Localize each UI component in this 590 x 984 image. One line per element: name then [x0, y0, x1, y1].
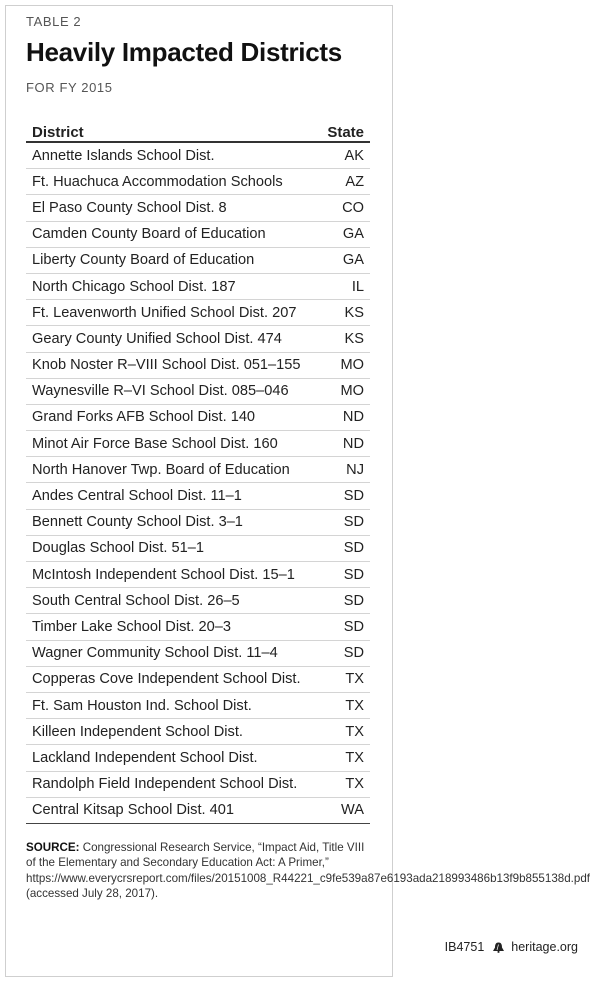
- districts-table: [26, 118, 370, 824]
- state-cell: AZ: [345, 173, 364, 190]
- district-cell: Central Kitsap School Dist. 401: [32, 802, 234, 819]
- table-header: [26, 118, 370, 143]
- state-cell: ND: [342, 435, 364, 452]
- table-row: [26, 405, 370, 431]
- district-cell: North Chicago School Dist. 187: [32, 278, 236, 295]
- table-row: [26, 745, 370, 771]
- district-cell: Andes Central School Dist. 11–1: [32, 488, 242, 505]
- table-row: [26, 667, 370, 693]
- district-cell: North Hanover Twp. Board of Education: [32, 461, 290, 478]
- state-cell: IL: [351, 278, 364, 295]
- district-cell: Minot Air Force Base School Dist. 160: [32, 435, 278, 452]
- district-cell: Annette Islands School Dist.: [32, 147, 215, 164]
- state-cell: TX: [345, 776, 364, 793]
- district-cell: South Central School Dist. 26–5: [32, 592, 240, 609]
- state-cell: SD: [343, 645, 364, 662]
- state-cell: TX: [345, 697, 364, 714]
- table-row: [26, 510, 370, 536]
- table-row: [26, 274, 370, 300]
- district-cell: Ft. Huachuca Accommodation Schools: [32, 173, 283, 190]
- table-row: [26, 614, 370, 640]
- district-cell: Killeen Independent School Dist.: [32, 723, 243, 740]
- state-cell: ND: [342, 409, 364, 426]
- table-row: [26, 169, 370, 195]
- state-cell: SD: [343, 566, 364, 583]
- source-note: [26, 840, 590, 902]
- state-cell: MO: [340, 383, 364, 400]
- district-cell: Geary County Unified School Dist. 474: [32, 330, 282, 347]
- table-row: [26, 562, 370, 588]
- table-content: [26, 14, 590, 902]
- district-column-header: District: [32, 124, 84, 141]
- state-cell: MO: [340, 357, 364, 374]
- district-cell: Ft. Sam Houston Ind. School Dist.: [32, 697, 252, 714]
- state-cell: KS: [344, 330, 364, 347]
- state-cell: TX: [345, 671, 364, 688]
- district-cell: Timber Lake School Dist. 20–3: [32, 618, 232, 635]
- district-cell: Lackland Independent School Dist.: [32, 749, 258, 766]
- liberty-bell-icon: [492, 942, 505, 953]
- table-row: [26, 379, 370, 405]
- table-row: [26, 457, 370, 483]
- table-title: Heavily Impacted Districts: [26, 37, 342, 67]
- table-subtitle: FOR FY 2015: [26, 80, 113, 95]
- state-column-header: State: [327, 124, 364, 141]
- table-row: [26, 719, 370, 745]
- state-cell: SD: [343, 540, 364, 557]
- table-body: [26, 143, 370, 824]
- source-text: Congressional Research Service, “Impact Aid, Title VIII of the Elementary and Secondary Education Act: A Primer,” https://www.everycrsreport.com/files/20151008_R44221_c9fe539a87e6193ada218993486b13f9b855138d.pdf (accessed July 28, 2017).: [26, 840, 590, 901]
- state-cell: GA: [342, 252, 364, 269]
- footer: [445, 940, 578, 954]
- table-row: [26, 300, 370, 326]
- district-cell: Ft. Leavenworth Unified School Dist. 207: [32, 304, 297, 321]
- district-cell: Knob Noster R–VIII School Dist. 051–155: [32, 357, 301, 374]
- district-cell: Liberty County Board of Education: [32, 252, 255, 269]
- table-row: [26, 693, 370, 719]
- state-cell: NJ: [346, 461, 364, 478]
- table-row: [26, 772, 370, 798]
- report-id: IB4751: [444, 940, 485, 954]
- state-cell: AK: [344, 147, 364, 164]
- table-row: [26, 431, 370, 457]
- table-label: TABLE 2: [26, 14, 82, 29]
- state-cell: SD: [343, 618, 364, 635]
- table-row: [26, 483, 370, 509]
- district-cell: Randolph Field Independent School Dist.: [32, 776, 298, 793]
- state-cell: SD: [343, 592, 364, 609]
- table-row: [26, 588, 370, 614]
- site-name: heritage.org: [511, 940, 578, 954]
- district-cell: Copperas Cove Independent School Dist.: [32, 671, 301, 688]
- district-cell: McIntosh Independent School Dist. 15–1: [32, 566, 295, 583]
- table-row: [26, 353, 370, 379]
- state-cell: TX: [345, 749, 364, 766]
- district-cell: Bennett County School Dist. 3–1: [32, 514, 243, 531]
- district-cell: Waynesville R–VI School Dist. 085–046: [32, 383, 289, 400]
- table-row: [26, 326, 370, 352]
- state-cell: GA: [342, 226, 364, 243]
- state-cell: SD: [343, 514, 364, 531]
- table-row: [26, 143, 370, 169]
- state-cell: CO: [342, 199, 364, 216]
- state-cell: WA: [341, 802, 364, 819]
- district-cell: Wagner Community School Dist. 11–4: [32, 645, 278, 662]
- table-row: [26, 536, 370, 562]
- state-cell: KS: [344, 304, 364, 321]
- table-row: [26, 195, 370, 221]
- district-cell: Grand Forks AFB School Dist. 140: [32, 409, 256, 426]
- table-row: [26, 222, 370, 248]
- district-cell: Douglas School Dist. 51–1: [32, 540, 204, 557]
- table-row: [26, 798, 370, 824]
- table-row: [26, 641, 370, 667]
- district-cell: El Paso County School Dist. 8: [32, 199, 227, 216]
- table-row: [26, 248, 370, 274]
- state-cell: SD: [343, 488, 364, 505]
- state-cell: TX: [345, 723, 364, 740]
- source-label: SOURCE:: [26, 840, 80, 854]
- district-cell: Camden County Board of Education: [32, 226, 266, 243]
